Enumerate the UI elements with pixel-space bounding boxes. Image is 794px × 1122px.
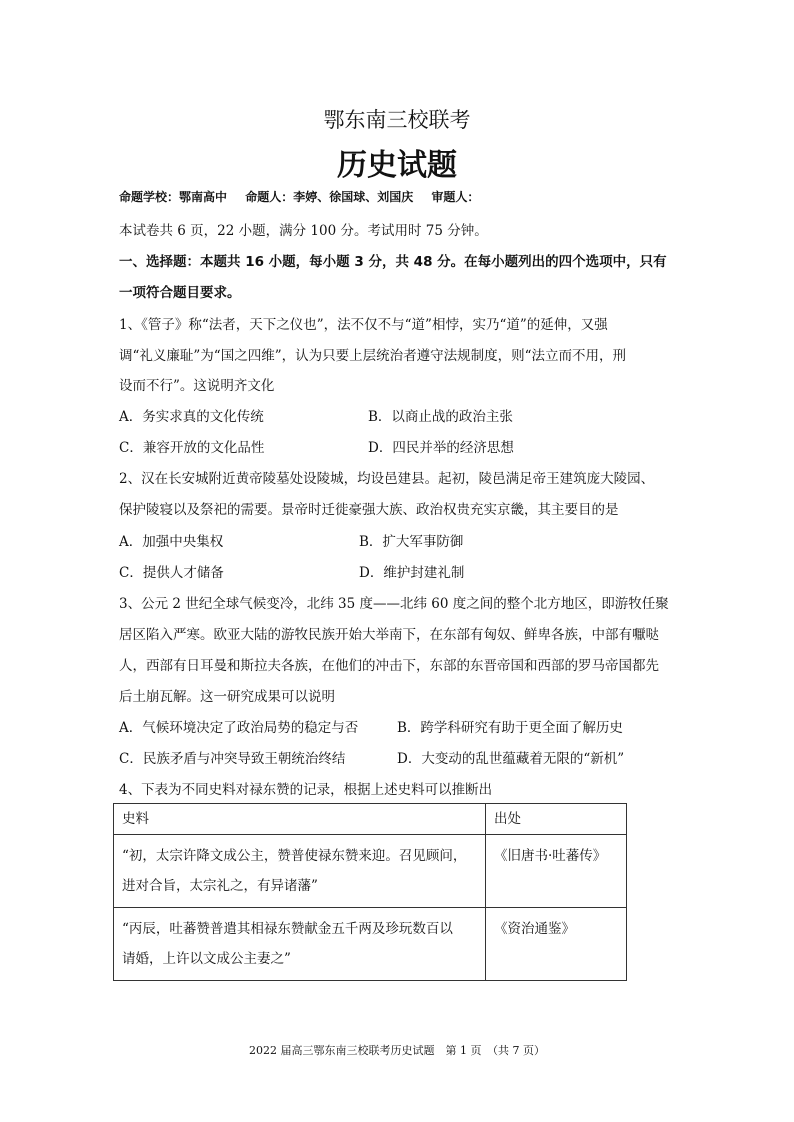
table-cell-text-line: 请婚，上许以文成公主妻之” xyxy=(122,951,291,967)
table-cell-text-line: 进对合旨，太宗礼之，有异诸藩” xyxy=(122,878,318,894)
table-header-source-text: 史料 xyxy=(114,804,486,835)
page-footer: 2022 届高三鄂东南三校联考历史试题 第 1 页 （共 7 页） xyxy=(249,1044,545,1057)
q3-option-a: A．气候环境决定了政治局势的稳定与否 xyxy=(119,720,359,736)
q3-option-d: D．大变动的乱世蕴藏着无限的“新机” xyxy=(397,751,625,767)
table-cell-text xyxy=(114,835,486,908)
setter-info xyxy=(119,188,493,205)
q2-option-d: D．维护封建礼制 xyxy=(359,565,465,581)
q1-option-c: C．兼容开放的文化品性 xyxy=(119,440,265,456)
exam-instructions: 本试卷共 6 页，22 小题，满分 100 分。考试用时 75 分钟。 xyxy=(119,223,488,239)
q2-stem-line2: 保护陵寝以及祭祀的需要。景帝时迁徙豪强大族、政治权贵充实京畿，其主要目的是 xyxy=(119,502,619,518)
q1-option-a: A．务实求真的文化传统 xyxy=(119,409,264,425)
q1-stem-line3: 设而不行”。这说明齐文化 xyxy=(119,378,275,394)
q1-stem-line2: 调“礼义廉耻”为“国之四维”，认为只要上层统治者遵守法规制度，则“法立而不用，刑 xyxy=(119,348,627,364)
table-row xyxy=(114,835,627,908)
q4-source-table xyxy=(113,803,627,981)
q1-option-d: D．四民并举的经济思想 xyxy=(368,440,514,456)
table-row xyxy=(114,908,627,981)
setters: 命题人：李婷、徐国球、刘国庆 xyxy=(245,190,414,204)
q3-stem-line3: 人，西部有日耳曼和斯拉夫各族，在他们的冲击下，东部的东晋帝国和西部的罗马帝国都先 xyxy=(119,658,659,674)
table-cell-source: 《资治通鉴》 xyxy=(486,908,627,981)
q2-option-b: B．扩大军事防御 xyxy=(359,534,464,550)
q2-option-c: C．提供人才储备 xyxy=(119,565,224,581)
reviewer: 审题人： xyxy=(431,190,480,204)
q3-option-b: B．跨学科研究有助于更全面了解历史 xyxy=(397,720,623,736)
q3-stem-line2: 居区陷入严寒。欧亚大陆的游牧民族开始大举南下，在东部有匈奴、鲜卑各族，中部有嚈哒 xyxy=(119,627,659,643)
q1-option-b: B．以商止战的政治主张 xyxy=(368,409,513,425)
table-cell-source: 《旧唐书·吐蕃传》 xyxy=(486,835,627,908)
section-heading-line1: 一、选择题：本题共 16 小题，每小题 3 分，共 48 分。在每小题列出的四个选项中，只有 xyxy=(119,254,667,270)
table-header-origin: 出处 xyxy=(486,804,627,835)
table-cell-text xyxy=(114,908,486,981)
table-cell-text-line: “丙辰，吐蕃赞普遣其相禄东赞献金五千两及珍玩数百以 xyxy=(122,921,453,937)
q4-stem: 4、下表为不同史料对禄东赞的记录，根据上述史料可以推断出 xyxy=(119,782,493,798)
q2-option-a: A．加强中央集权 xyxy=(119,534,224,550)
setter-school: 命题学校：鄂南高中 xyxy=(119,190,228,204)
table-header-row xyxy=(114,804,627,835)
exam-title-line1: 鄂东南三校联考 xyxy=(323,108,471,132)
q3-stem-line1: 3、公元 2 世纪全球气候变冷，北纬 35 度——北纬 60 度之间的整个北方地区，即游牧任聚 xyxy=(119,596,669,612)
q2-stem-line1: 2、汉在长安城附近黄帝陵墓处设陵城，均设邑建县。起初，陵邑满足帝王建筑庞大陵园、 xyxy=(119,471,655,487)
q1-stem-line1: 1、《管子》称“法者，天下之仪也”，法不仅不与“道”相悖，实乃“道”的延伸，又强 xyxy=(119,317,608,333)
table-cell-text-line: “初，太宗许降文成公主，赞普使禄东赞来迎。召见顾问， xyxy=(122,848,467,864)
q3-option-c: C．民族矛盾与冲突导致王朝统治终结 xyxy=(119,751,346,767)
section-heading-line2: 一项符合题目要求。 xyxy=(119,285,241,301)
exam-title-subject: 历史试题 xyxy=(337,148,457,183)
q3-stem-line4: 后土崩瓦解。这一研究成果可以说明 xyxy=(119,689,335,705)
